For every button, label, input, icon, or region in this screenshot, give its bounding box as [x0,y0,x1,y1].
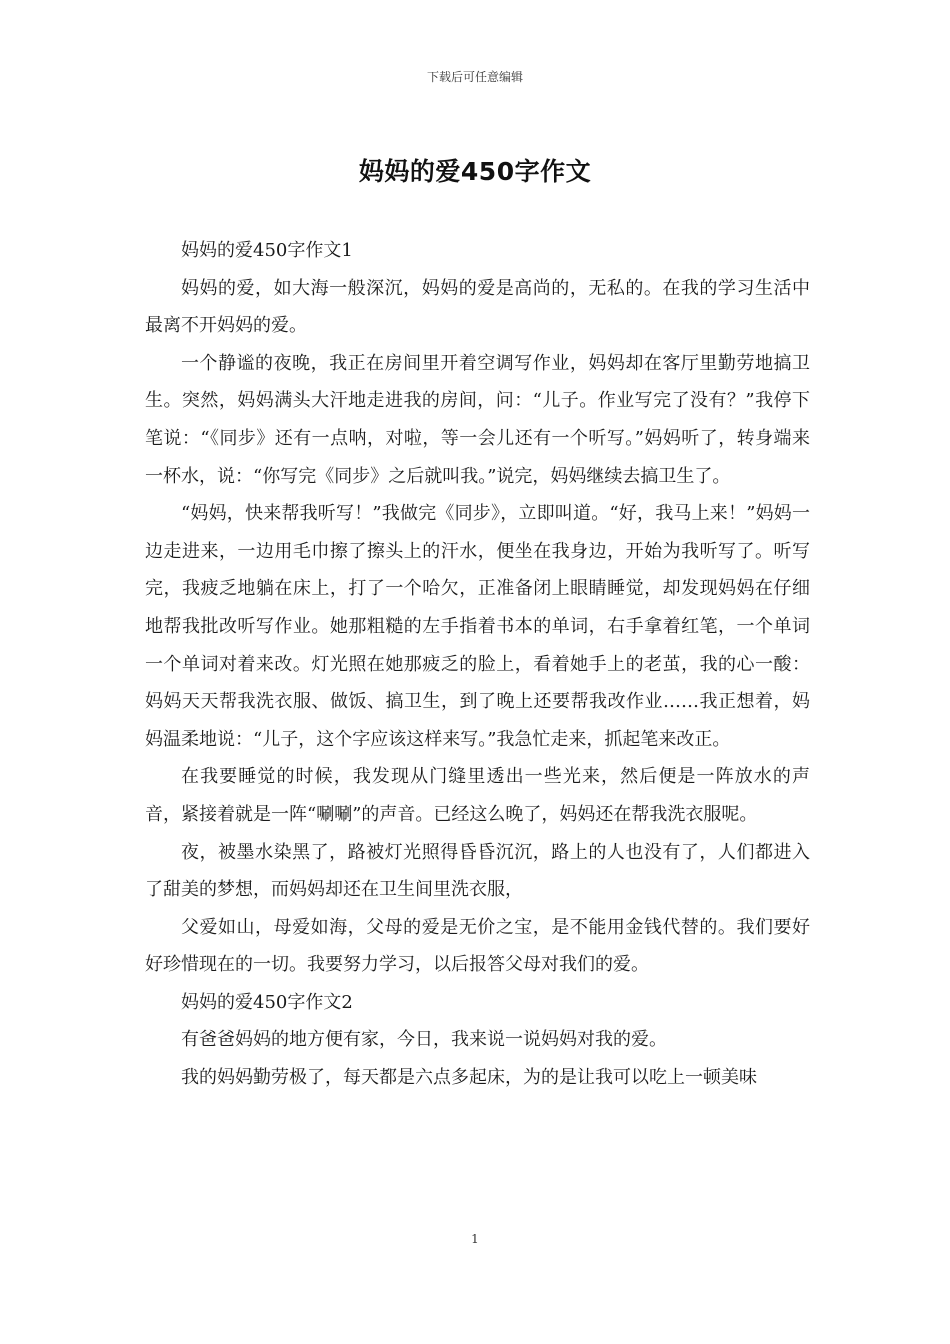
paragraph: 我的妈妈勤劳极了，每天都是六点多起床，为的是让我可以吃上一顿美味 [181,1067,757,1089]
document-body [145,232,810,1097]
paragraph: 妈妈的爱，如大海一般深沉，妈妈的爱是高尚的，无私的。在我的学习生活中最离不开妈妈的爱。 [145,277,810,337]
paragraph: 有爸爸妈妈的地方便有家，今日，我来说一说妈妈对我的爱。 [181,1029,667,1051]
page-number: 1 [471,1232,479,1246]
section-heading-2: 妈妈的爱450字作文2 [181,991,353,1013]
paragraph: 夜，被墨水染黑了，路被灯光照得昏昏沉沉，路上的人也没有了，人们都进入了甜美的梦想，而妈妈却还在卫生间里洗衣服， [145,841,810,901]
header-note: 下载后可任意编辑 [426,70,523,84]
paragraph: “妈妈，快来帮我听写！”我做完《同步》，立即叫道。“好，我马上来！”妈妈一边走进来，一边用毛巾擦了擦头上的汗水，便坐在我身边，开始为我听写了。听写完，我疲乏地躺在床上，打了一个哈欠，正准备闭上眼睛睡觉，却发现妈妈在仔细地帮我批改听写作业。她那粗糙的左手指着书本的单词，右手拿着红笔，一个单词一个单词对着来改。灯光照在她那疲乏的脸上，看着她手上的老茧，我的心一酸：妈妈天天帮我洗衣服、做饭、搞卫生，到了晚上还要帮我改作业……我正想着，妈妈温柔地说：“儿子，这个字应该这样来写。”我急忙走来，抓起笔来改正。 [145,503,810,750]
section-heading-1: 妈妈的爱450字作文1 [181,240,353,261]
paragraph: 父爱如山，母爱如海，父母的爱是无价之宝，是不能用金钱代替的。我们要好好珍惜现在的一切。我要努力学习，以后报答父母对我们的爱。 [145,916,810,976]
paragraph: 一个静谧的夜晚，我正在房间里开着空调写作业，妈妈却在客厅里勤劳地搞卫生。突然，妈妈满头大汗地走进我的房间，问：“儿子。作业写完了没有？”我停下笔说：“《同步》还有一点呐，对啦，等一会儿还有一个听写。”妈妈听了，转身端来一杯水，说：“你写完《同步》之后就叫我。”说完，妈妈继续去搞卫生了。 [145,352,810,487]
document-title: 妈妈的爱450字作文 [358,157,592,186]
paragraph: 在我要睡觉的时候，我发现从门缝里透出一些光来，然后便是一阵放水的声音，紧接着就是一阵“唰唰”的声音。已经这么晚了，妈妈还在帮我洗衣服呢。 [145,766,810,825]
